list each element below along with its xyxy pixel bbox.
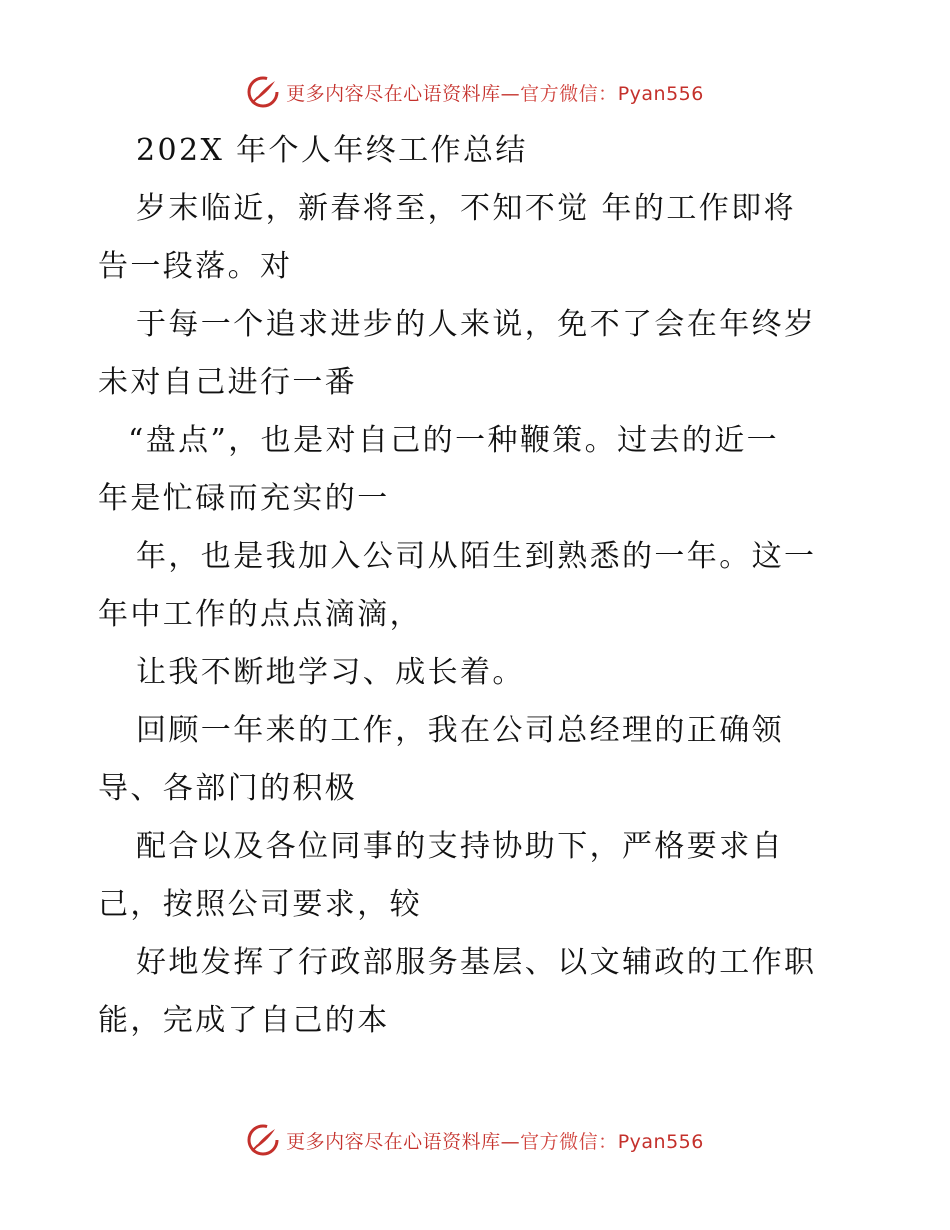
paragraph-line: 岁末临近，新春将至，不知不觉 年的工作即将 <box>136 191 796 226</box>
paragraph-line: 导、各部门的积极 <box>98 771 358 806</box>
paragraph-line: 能，完成了自己的本 <box>98 1003 390 1038</box>
paragraph-line: 己，按照公司要求，较 <box>98 887 422 922</box>
paragraph-line: 配合以及各位同事的支持协助下，严格要求自 <box>136 829 784 864</box>
paragraph-line: 告一段落。对 <box>98 249 293 284</box>
document-body <box>98 122 858 1050</box>
paragraph-line: 年，也是我加入公司从陌生到熟悉的一年。这一 <box>136 539 817 574</box>
paragraph-line: 年中工作的点点滴滴， <box>98 597 422 632</box>
banner-dash: — <box>500 1130 521 1153</box>
paragraph-line: 未对自己进行一番 <box>98 365 358 400</box>
paragraph-line: 回顾一年来的工作，我在公司总经理的正确领 <box>136 713 784 748</box>
banner-wechat-id: Pyan556 <box>617 1130 704 1153</box>
paragraph-line: 让我不断地学习、成长着。 <box>136 655 525 690</box>
footer-watermark-banner <box>0 1120 950 1160</box>
paragraph-line: 于每一个追求进步的人来说，免不了会在年终岁 <box>136 307 817 342</box>
header-watermark-banner <box>0 72 950 112</box>
banner-main-text: 更多内容尽在心语资料库 <box>286 82 501 105</box>
banner-wechat-id: Pyan556 <box>617 82 704 105</box>
banner-main-text: 更多内容尽在心语资料库 <box>286 1130 501 1153</box>
banner-official-label: 官方微信： <box>520 1130 618 1153</box>
banner-official-label: 官方微信： <box>520 82 618 105</box>
paragraph-line: “盘点”，也是对自己的一种鞭策。过去的近一 <box>128 423 780 458</box>
paragraph-line: 年是忙碌而充实的一 <box>98 481 390 516</box>
banner-text <box>286 1127 704 1154</box>
document-title: 202X 年个人年终工作总结 <box>136 133 528 168</box>
banner-text <box>286 79 704 106</box>
banner-dash: — <box>500 82 521 105</box>
feather-pen-logo-icon <box>246 1123 280 1157</box>
feather-pen-logo-icon <box>246 75 280 109</box>
paragraph-line: 好地发挥了行政部服务基层、以文辅政的工作职 <box>136 945 817 980</box>
